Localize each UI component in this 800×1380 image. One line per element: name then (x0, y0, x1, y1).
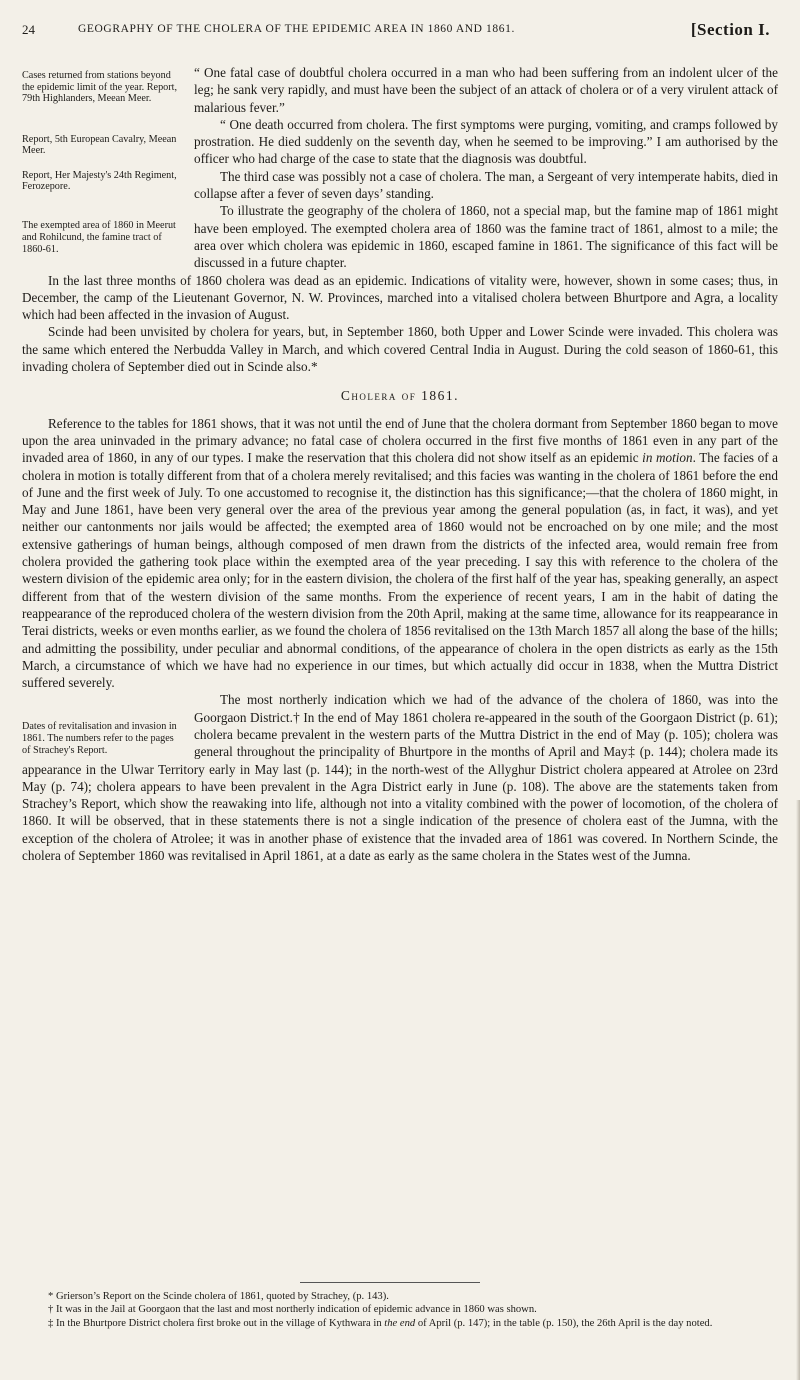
footnote: † It was in the Jail at Goorgaon that the last and most northerly indication of epidemic advance in 1860 was shown. (48, 1304, 537, 1316)
footnote-text: ‡ In the Bhurtpore District cholera first broke out in the village of Kythwara in (48, 1317, 382, 1329)
margin-note: The exempted area of 1860 in Meerut and Rohilcund, the famine tract of 1860-61. (22, 220, 176, 255)
margin-note: Cases returned from stations beyond the epidemic limit of the year. Report, 79th Highlanders, Meean Meer. (22, 70, 178, 105)
page-edge-shadow (796, 800, 800, 1380)
body-paragraph: The most northerly indication which we had of the advance of the cholera of 1860, was into the Goorgaon District.† In the end of May 1861 cholera re-appeared in the south of the Goorgaon District (p. 61); cholera became prevalent in the western parts of the Muttra District in the end of May (p. 105); cholera was general throughout the principality of Bhurtpore in the months of April and May‡ (p. 144); cholera made its appearance in the Ulwar Territory early in May last (p. 144); in the north-west of the Allyghur District cholera appeared at Atrolee on 23rd May (p. 74); cholera appears to have been prevalent in the Agra District early in June (p. 108). The above are the statements taken from Strachey’s Report, which show the reawaking into life, although not into a vitality combined with the power of locomotion, of the cholera of 1860. It will be observed, that in these statements there is not a single indication of the presence of cholera east of the Jumna, with the exception of the cholera of Atrolee; it was in another phase of existence that the invaded area of 1861 was covered. In Northern Scinde, the cholera of September 1860 was revitalised in April 1861, at a date as early as the same cholera in the States west of the Jumna. (22, 692, 778, 864)
footnote (22, 1317, 778, 1330)
paragraph-text: Reference to the tables for 1861 shows, that it was not until the end of June that the cholera dormant from September 1860 began to move upon the area uninvaded in the primary advance; no fatal case of cholera occurred in the first five months of 1861 even in any part of the invaded area of 1860, in any of our types. I make the reservation that this cholera did not show itself as an epidemic (22, 415, 778, 466)
footnote: * Grierson’s Report on the Scinde cholera of 1861, quoted by Strachey, (p. 143). (48, 1291, 389, 1302)
page-number: 24 (22, 22, 35, 37)
quote-paragraph: “ One fatal case of doubtful cholera occurred in a man who had been suffering from an indolent ulcer of the leg; he sank very rapidly, and must have been the subject of an attack of cholera or of a very virulent attack of malarious fever.” (194, 65, 778, 115)
italic-text: in motion (642, 450, 693, 466)
footnotes (22, 1290, 778, 1330)
margin-note: Report, Her Majesty's 24th Regiment, Ferozepore. (22, 169, 177, 193)
footnote-text: of April (p. 147); in the table (p. 150), the 26th April is the day noted. (417, 1317, 713, 1329)
page-body (22, 64, 778, 864)
quote-paragraph: “ One death occurred from cholera. The first symptoms were purging, vomiting, and cramps followed by prostration. He died suddenly on the seventh day, when he seemed to be improving.” I am authorised by the officer who had charge of the case to state that the diagnosis was doubtful. (194, 116, 778, 167)
running-title: GEOGRAPHY OF THE CHOLERA OF THE EPIDEMIC AREA IN 1860 AND 1861. (78, 23, 515, 35)
body-paragraph (22, 415, 778, 692)
italic-text: the end (384, 1317, 416, 1329)
body-paragraph: In the last three months of 1860 cholera was dead as an epidemic. Indications of vitality were, however, shown in some cases; thus, in December, the camp of the Lieutenant Governor, N. W. Provinces, marched into a vitalised cholera between Bhurtpore and Agra, a locality which had been affected in the invasion of August. (22, 272, 778, 323)
paragraph-text: . The facies of a cholera in motion is totally different from that of a cholera merely revitalised; and this facies was wanting in the cholera of 1861 before the end of June and the first week of July. To one accustomed to recognise it, the distinction has this significance;—that the cholera of 1860 might, in May and June 1861, have been very general over the area of the previous year among the general population (as, in fact, it was), and yet neither our cantonments nor jails would be affected; the exempted area of 1860 would not be encroached on by one mile; and the most extensive gatherings of human beings, although composed of men drawn from the districts of the infected area, would remain free from cholera provided the gathering took place within the exempted area of the year preceding. I say this with reference to the cholera of the western division of the epidemic area only; for in the eastern division, the cholera of the first half of the year has, speaking generally, an aspect different from that of the western division of the same months. From the experience of recent years, I am in the habit of dating the reappearance of the reproduced cholera of the western division from the 20th April, making at the same time, allowance for its reappearance in Terai districts, weeks or even months earlier, as we found the cholera of 1856 revitalised on the 13th March 1857 all along the base of the hills; and admitting the possibility, under peculiar and abnormal conditions, of the appearance of cholera in the open districts as early as the 15th March, a circumstance of which we have had no experience in our times, but which actually did occur in 1838, when the Muttra District suffered severely. (22, 450, 779, 691)
margin-note: Dates of revitalisation and invasion in 1861. The numbers refer to the pages of Strachey's Report. (22, 721, 177, 756)
section-heading: Cholera of 1861. (340, 388, 460, 404)
body-paragraph: Scinde had been unvisited by cholera for years, but, in September 1860, both Upper and Lower Scinde were invaded. This cholera was the same which entered the Nerbudda Valley in March, and which covered Central India in August. During the cold season of 1860-61, this invading cholera of September died out in Scinde also.* (22, 324, 778, 375)
section-label: [Section I. (690, 20, 770, 39)
margin-note: Report, 5th European Cavalry, Meean Meer. (22, 133, 177, 157)
page-header (22, 20, 770, 40)
body-paragraph: The third case was possibly not a case of cholera. The man, a Sergeant of very intemperate habits, died in collapse after a fever of seven days’ standing. (194, 168, 778, 202)
body-paragraph: To illustrate the geography of the cholera of 1860, not a special map, but the famine map of 1861 might have been employed. The exempted cholera area of 1860 was the famine tract of 1861, almost to a mile; the area over which cholera was epidemic in 1860, escaped famine in 1861. The significance of this fact will be discussed in a future chapter. (194, 203, 778, 271)
footnote-rule (300, 1282, 480, 1283)
